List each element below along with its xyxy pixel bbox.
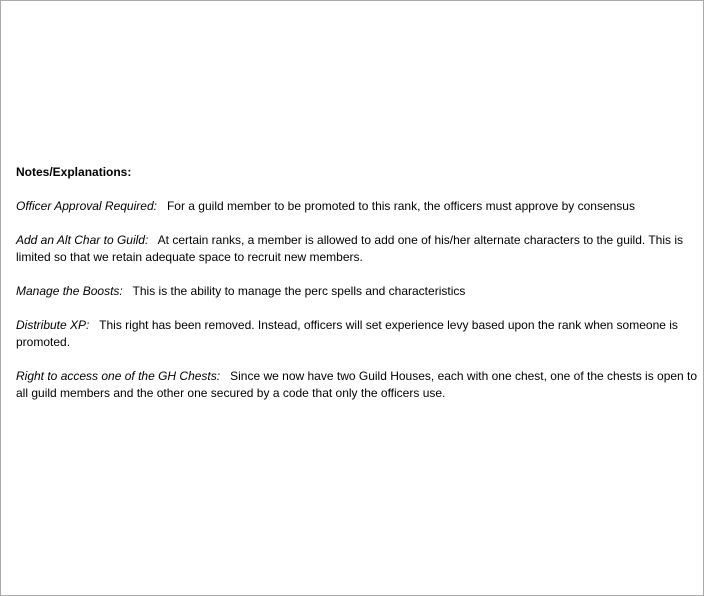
note-term: Officer Approval Required: [16,199,157,213]
note-term: Add an Alt Char to Guild: [16,233,149,247]
note-distribute-xp [16,317,702,351]
note-term: Manage the Boosts: [16,284,123,298]
note-text: For a guild member to be promoted to this rank, the officers must approve by consensus [166,199,635,213]
note-officer-approval [16,198,702,215]
note-text: This is the ability to manage the perc spells and characteristics [132,284,466,298]
note-add-alt-char [16,232,702,266]
note-gh-chests [16,368,702,402]
note-term: Distribute XP: [16,318,90,332]
note-text: This right has been removed. Instead, officers will set experience levy based upon the rank when someone is promoted. [16,318,678,349]
note-text: Since we now have two Guild Houses, each with one chest, one of the chests is open to all guild members and the other one secured by a code that only the officers use. [16,369,698,400]
notes-section [16,164,702,419]
note-manage-boosts [16,283,702,300]
notes-heading: Notes/Explanations: [16,165,132,179]
note-term: Right to access one of the GH Chests: [16,369,221,383]
note-text: At certain ranks, a member is allowed to add one of his/her alternate characters to the guild. This is limited so that we retain adequate space to recruit new members. [16,233,684,264]
